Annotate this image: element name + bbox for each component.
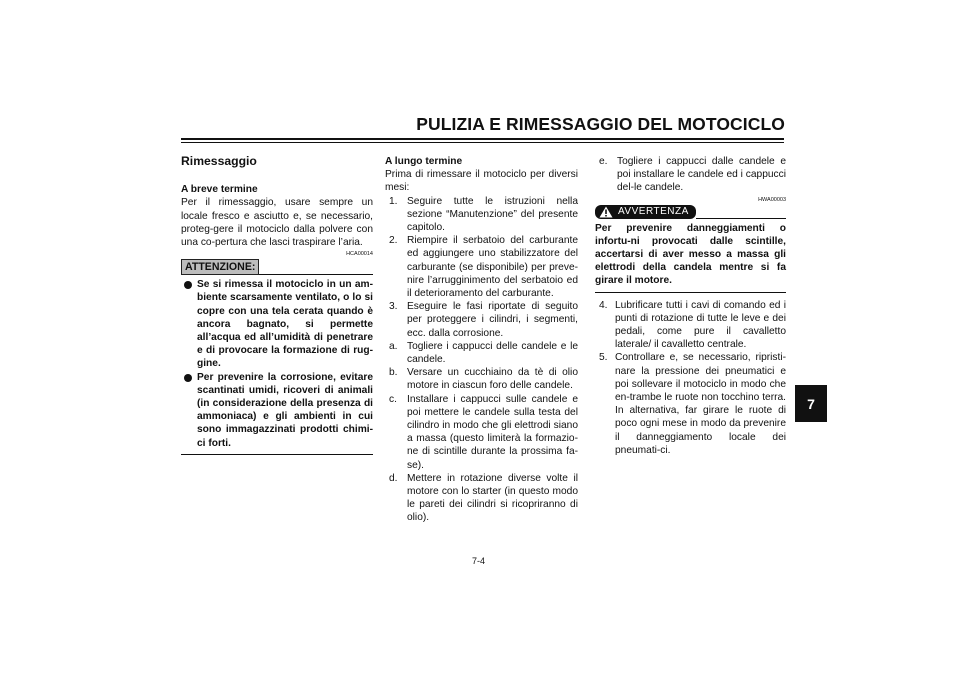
substep-item: e. Togliere i cappucci dalle candele e poi installare le candele ed i cappucci del-le candele. — [599, 156, 786, 194]
substep-item: b. Versare un cucchiaino da tè di olio motore in ciascun foro delle candele. — [389, 367, 578, 392]
caution-item: Se si rimessa il motociclo in un am-biente scarsamente ventilato, o lo si copre con una tela cerata quando è ancora bagnato, si permette all’acqua ed all’umidità di penetrare e di provocare la formazione di rug-gine. — [181, 278, 373, 370]
chapter-tab: 7 — [795, 385, 827, 422]
section-title: Rimessaggio — [181, 154, 257, 168]
bullet-icon — [184, 281, 192, 289]
page-number: 7-4 — [472, 556, 486, 566]
substep-item: c. Installare i cappucci sulle candele e poi mettere le candele sulla testa del cilindro in modo che gli elettrodi siano a massa (questo limiterà la formazio-ne di scintille durante la prossima fa-se). — [389, 393, 578, 471]
left-column — [181, 155, 373, 455]
substep-e-list — [595, 155, 786, 195]
substep-item: d. Mettere in rotazione diverse volte il motore con lo starter (in questo modo le pareti dei cilindri si ricopriranno di olio). — [389, 472, 578, 524]
long-term-steps — [385, 195, 578, 525]
page-title: PULIZIA E RIMESSAGGIO DEL MOTOCICLO — [416, 114, 785, 134]
caution-end-rule — [181, 454, 373, 455]
bullet-icon — [184, 374, 192, 382]
title-rule — [181, 138, 784, 140]
warning-header — [595, 205, 786, 219]
warning-label: AVVERTENZA — [618, 205, 689, 217]
short-term-paragraph: Per il rimessaggio, usare sempre un locale fresco e asciutto e, se necessario, proteg-gere il motociclo dalla polvere con una co-pertura che lasci traspirare l’aria. — [181, 197, 373, 249]
final-steps — [595, 299, 786, 457]
step-item: 3. Eseguire le fasi riportate di seguito per proteggere i cilindri, i segmenti, ecc. dalla corrosione. — [389, 301, 578, 339]
caution-item: Per prevenire la corrosione, evitare scantinati umidi, ricoveri di animali (in considerazione della presenza di ammoniaca) e gli ambienti in cui sono immagazzinati prodotti chimi-ci forti. — [181, 371, 373, 450]
right-column — [595, 155, 786, 457]
long-term-intro: Prima di rimessare il motociclo per diversi mesi: — [385, 169, 578, 194]
step-item: 5. Controllare e, se necessario, ripristi-nare la pressione dei pneumatici e poi sollevare il motociclo in modo che en-trambe le ruote non tocchino terra. In alternativa, far girare le ruote di poco ogni mese in modo da prevenire il danneggiamento locale dei pneumati-ci. — [599, 352, 786, 456]
step-item: 1. Seguire tutte le istruzioni nella sezione “Manutenzione” del presente capitolo. — [389, 195, 578, 234]
step-item: 2. Riempire il serbatoio del carburante ed aggiungere uno stabilizzatore del carburante (se disponibile) per preve-nire l’arrugginimento del serbatoio ed il deterioramento del carburante. — [389, 235, 578, 300]
substep-item: a. Togliere i cappucci delle candele e le candele. — [389, 340, 578, 366]
caution-list — [181, 278, 373, 450]
warning-text: Per prevenire danneggiamenti o infortu-ni provocati dalle scintille, accertarsi di aver messo a massa gli elettrodi della candela mentre si fa girare il motore. — [595, 222, 786, 287]
middle-column — [385, 155, 578, 525]
caution-label: ATTENZIONE: — [181, 259, 259, 275]
warning-rule — [696, 218, 786, 219]
long-term-heading: A lungo termine — [385, 156, 463, 167]
caution-code: HCA00014 — [346, 251, 373, 258]
title-rule-thin — [181, 142, 784, 143]
caution-rule — [259, 274, 373, 275]
warning-label-box — [595, 205, 696, 219]
warning-end-rule — [595, 292, 786, 293]
warning-code: HWA00003 — [758, 196, 786, 203]
caution-header — [181, 259, 373, 275]
step-item: 4. Lubrificare tutti i cavi di comando ed i punti di rotazione di tutte le leve e dei pedali, come pure il cavalletto laterale/ il cavalletto centrale. — [599, 299, 786, 351]
warning-triangle-icon — [599, 206, 613, 218]
short-term-heading: A breve termine — [181, 184, 258, 196]
